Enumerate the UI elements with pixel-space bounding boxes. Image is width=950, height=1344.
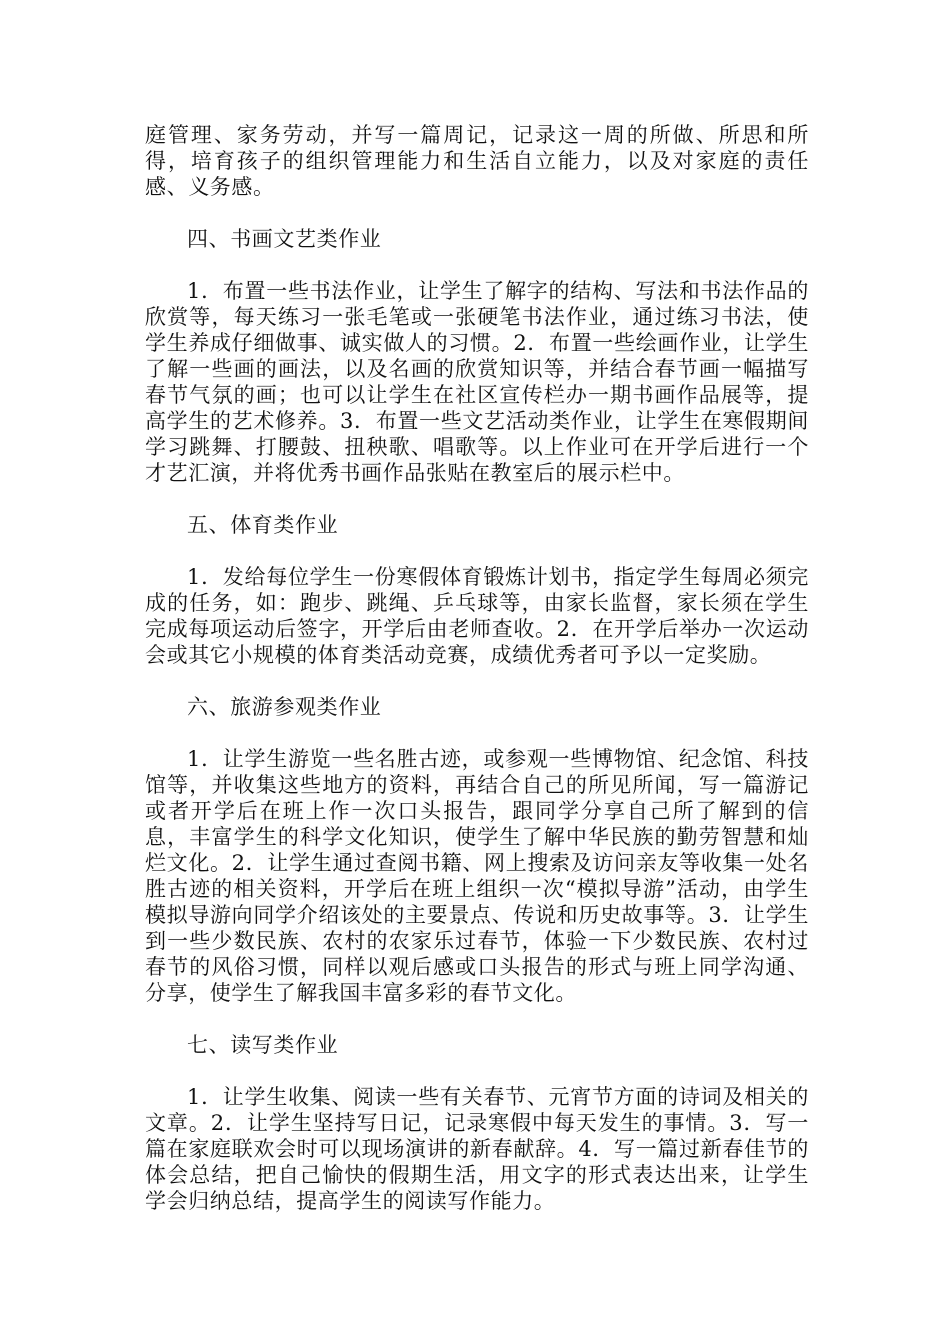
section-body-reading-writing: 1．让学生收集、阅读一些有关春节、元宵节方面的诗词及相关的文章。2．让学生坚持写日记，记录寒假中每天发生的事情。3．写一篇在家庭联欢会时可以现场演讲的新春献辞。4．写一篇过新春佳节的体会总结，把自己愉快的假期生活，用文字的形式表达出来，让学生学会归纳总结，提高学生的阅读写作能力。 [145,1085,809,1213]
section-heading-reading-writing: 七、读写类作业 [187,1033,339,1057]
section-body-sports: 1．发给每位学生一份寒假体育锻炼计划书，指定学生每周必须完成的任务，如：跑步、跳绳、乒乓球等，由家长监督，家长须在学生完成每项运动后签字，开学后由老师查收。2．在开学后举办一次运动会或其它小规模的体育类活动竞赛，成绩优秀者可予以一定奖励。 [145,565,809,667]
section-body-travel-visit: 1．让学生游览一些名胜古迹，或参观一些博物馆、纪念馆、科技馆等，并收集这些地方的资料，再结合自己的所见所闻，写一篇游记或者开学后在班上作一次口头报告，跟同学分享自己所了解到的信息，丰富学生的科学文化知识，使学生了解中华民族的勤劳智慧和灿烂文化。2．让学生通过查阅书籍、网上搜索及访问亲友等收集一处名胜古迹的相关资料，开学后在班上组织一次“模拟导游”活动，由学生模拟导游向同学介绍该处的主要景点、传说和历史故事等。3．让学生到一些少数民族、农村的农家乐过春节，体验一下少数民族、农村过春节的风俗习惯，同样以观后感或口头报告的形式与班上同学沟通、分享，使学生了解我国丰富多彩的春节文化。 [145,747,809,1005]
section-heading-travel-visit: 六、旅游参观类作业 [187,695,382,719]
section-heading-calligraphy-art: 四、书画文艺类作业 [187,227,382,251]
intro-continuation-paragraph: 庭管理、家务劳动，并写一篇周记，记录这一周的所做、所思和所得，培育孩子的组织管理能力和生活自立能力，以及对家庭的责任感、义务感。 [145,123,809,199]
section-body-calligraphy-art: 1．布置一些书法作业，让学生了解字的结构、写法和书法作品的欣赏等，每天练习一张毛笔或一张硬笔书法作业，通过练习书法，使学生养成仔细做事、诚实做人的习惯。2．布置一些绘画作业，让学生了解一些画的画法，以及名画的欣赏知识等，并结合春节画一幅描写春节气氛的画；也可以让学生在社区宣传栏办一期书画作品展等，提高学生的艺术修养。3．布置一些文艺活动类作业，让学生在寒假期间学习跳舞、打腰鼓、扭秧歌、唱歌等。以上作业可在开学后进行一个才艺汇演，并将优秀书画作品张贴在教室后的展示栏中。 [145,279,809,485]
document-page [145,122,809,1240]
section-heading-sports: 五、体育类作业 [187,513,339,537]
